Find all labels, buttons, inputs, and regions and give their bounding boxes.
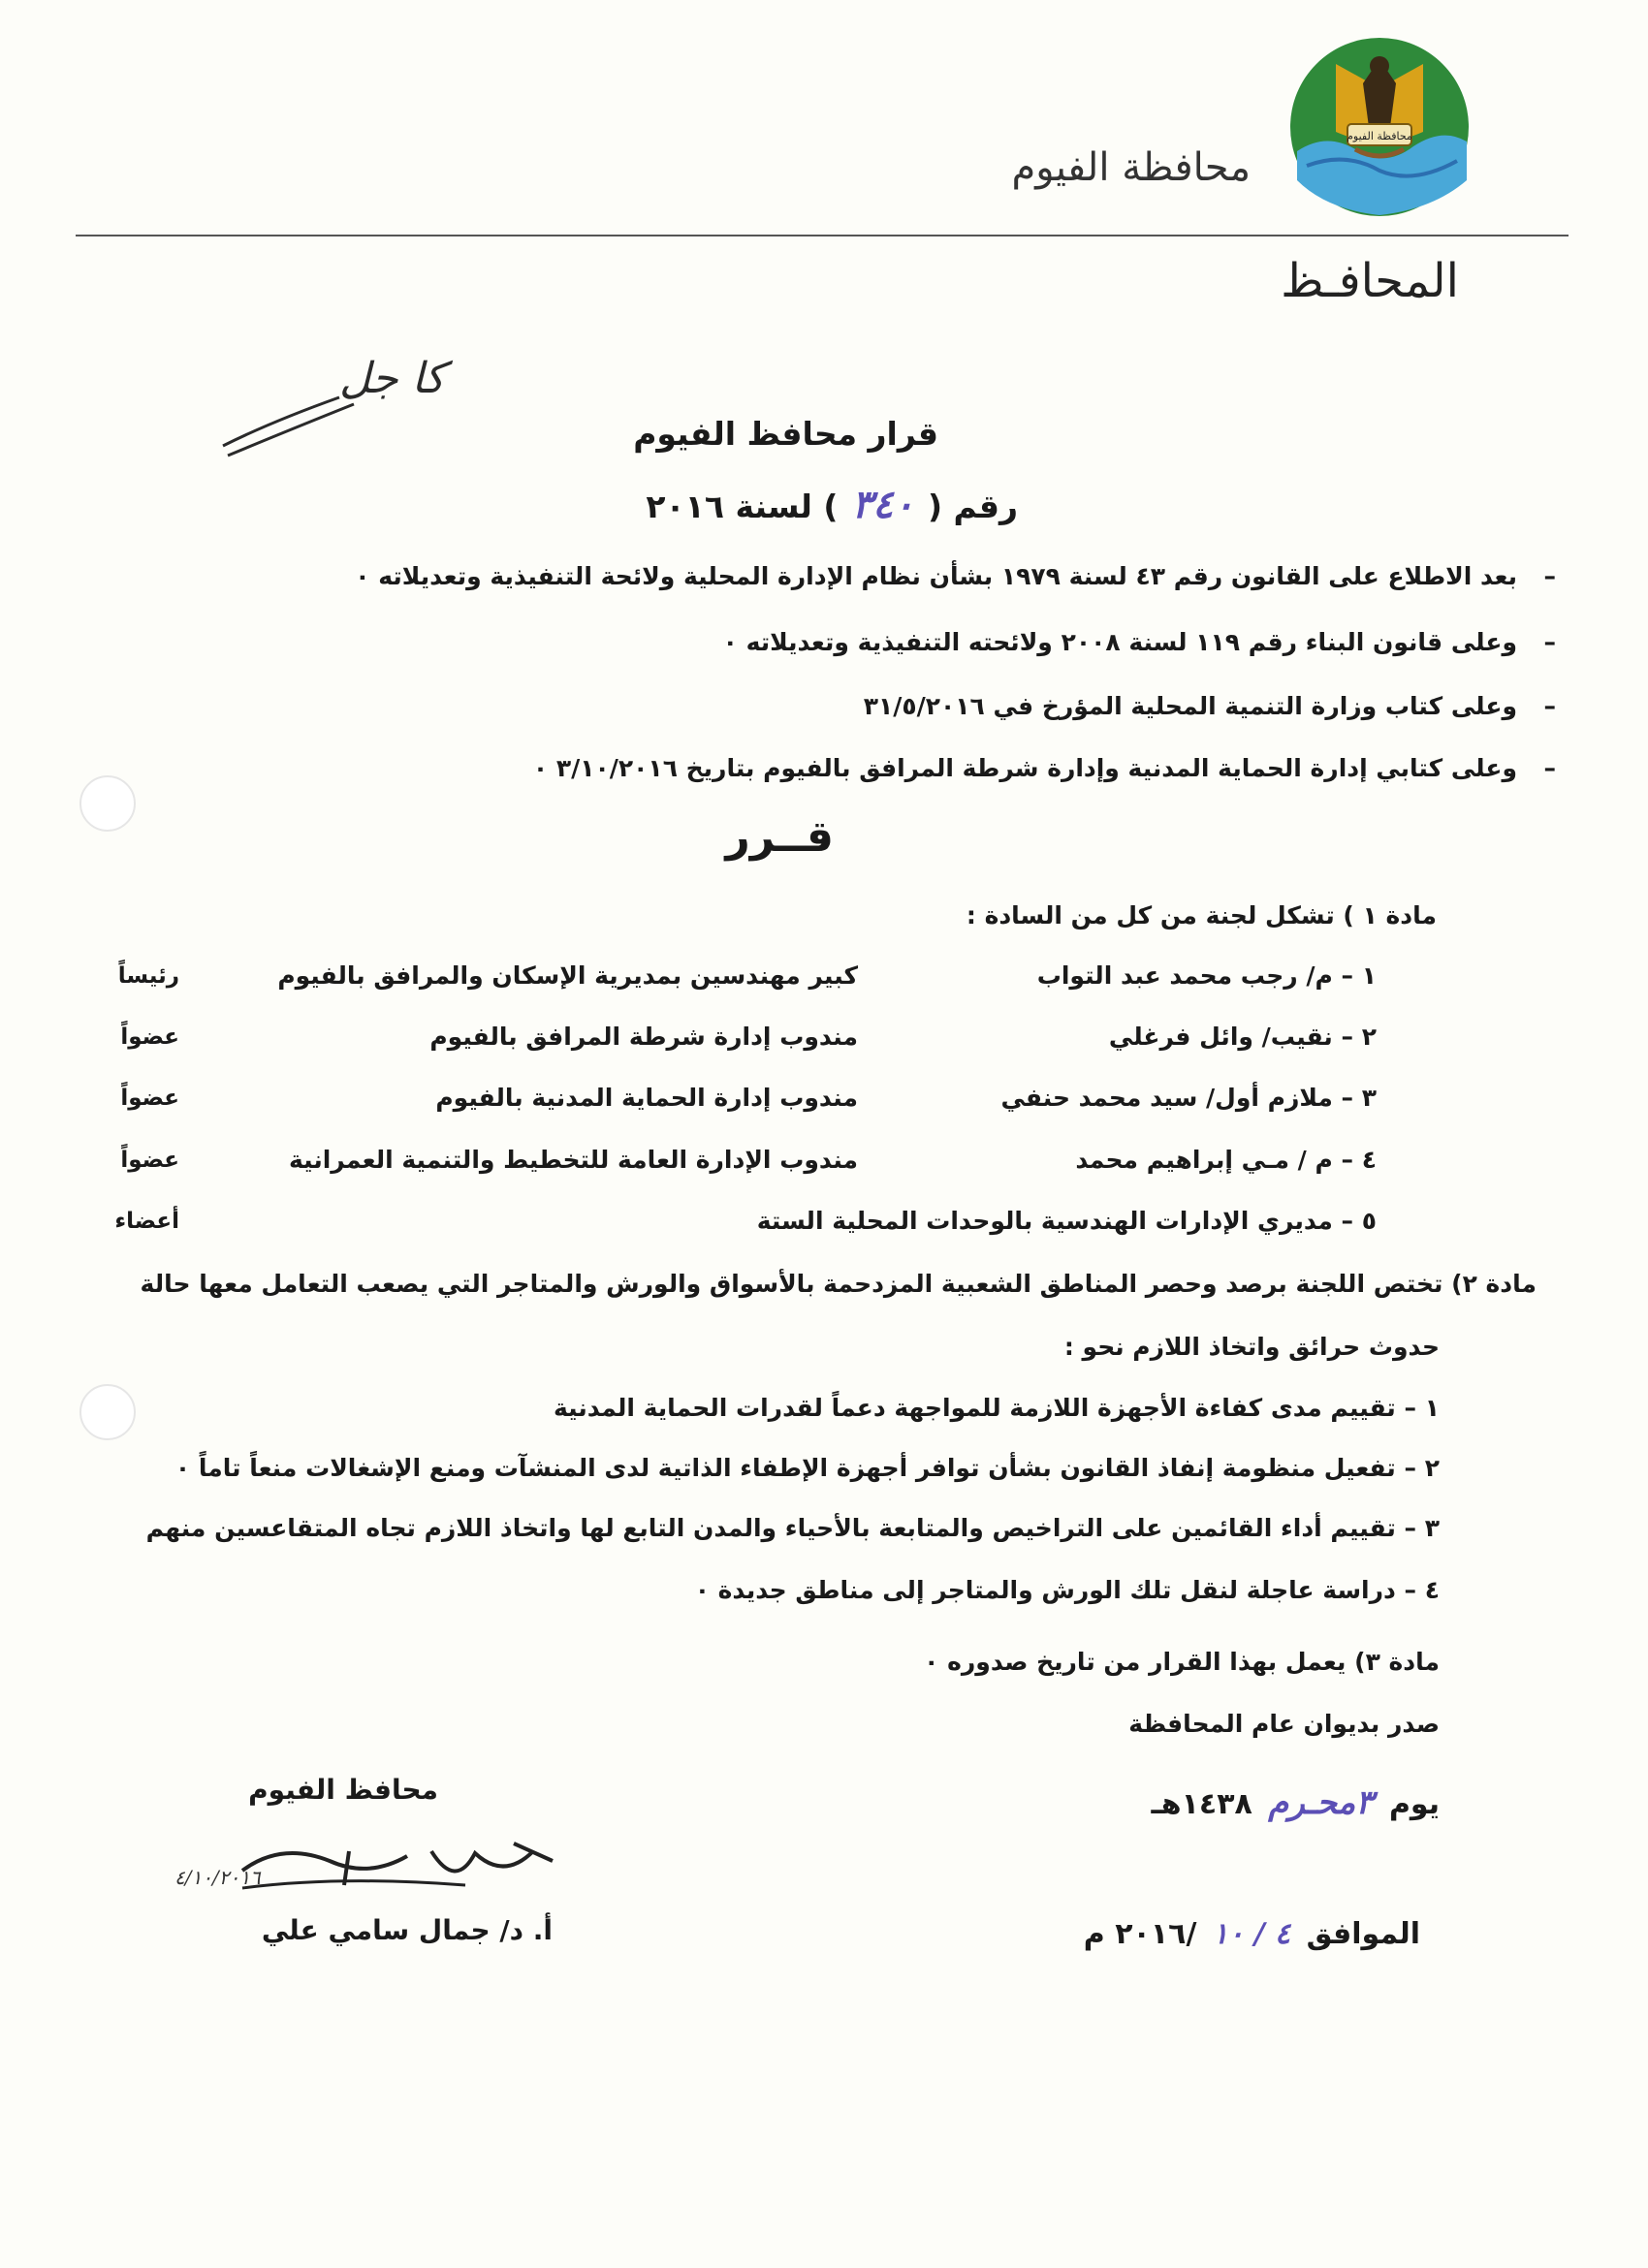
member-name: ٥ – مديري الإدارات الهندسية بالوحدات المحلية الستة — [756, 1207, 1377, 1235]
member-position: مندوب إدارة شرطة المرافق بالفيوم — [429, 1023, 858, 1051]
member-role: عضواً — [120, 1024, 179, 1050]
member-name: ١ – م/ رجب محمد عبد التواب — [1036, 961, 1377, 990]
article3: مادة ٣) يعمل بهذا القرار من تاريخ صدوره ٠ — [924, 1648, 1440, 1676]
gregorian-year: /٢٠١٦ م — [1083, 1917, 1197, 1951]
gregorian-day-month-handwritten: ٤ / ١٠ — [1212, 1917, 1291, 1951]
logo-text: محافظة الفيوم — [1347, 130, 1412, 142]
signatory-title: محافظ الفيوم — [248, 1774, 438, 1806]
article1-heading: مادة ١ ) تشكل لجنة من كل من السادة : — [966, 901, 1437, 929]
decision-number-handwritten: ٣٤٠ — [851, 482, 914, 527]
member-name: ٢ – نقيب/ وائل فرغلي — [1108, 1023, 1377, 1051]
member-role: عضواً — [120, 1148, 179, 1173]
member-position: مندوب إدارة الحماية المدنية بالفيوم — [435, 1084, 858, 1112]
member-role: أعضاء — [114, 1209, 179, 1234]
preamble-item: –وعلى كتابي إدارة الحماية المدنية وإدارة شرطة المرافق بالفيوم بتاريخ ٣/١٠/٢٠١٦ ٠ — [532, 754, 1556, 782]
preamble-item: –بعد الاطلاع على القانون رقم ٤٣ لسنة ١٩٧٩ بشأن نظام الإدارة المحلية ولائحة التنفيذية وتعديلاته ٠ — [355, 562, 1556, 590]
hijri-year: ١٤٣٨هـ — [1151, 1787, 1252, 1821]
hijri-day-month-handwritten: ٣محـرم — [1268, 1783, 1374, 1822]
decided-heading: قــرر — [725, 812, 834, 862]
punch-hole — [79, 775, 136, 832]
handwritten-note-text: كا جل — [339, 354, 445, 403]
article2-item: ٣ – تقييم أداء القائمين على التراخيص والمتابعة بالأحياء والمدن التابع لها واتخاذ اللازم تجاه المتقاعسين منهم — [145, 1514, 1440, 1542]
office-title: المحافـظ — [1281, 254, 1459, 308]
signature-date-handwritten: ٤/١٠/٢٠١٦ — [174, 1866, 261, 1889]
member-name: ٣ – ملازم أول/ سيد محمد حنفي — [1000, 1084, 1377, 1112]
number-suffix: ) لسنة ٢٠١٦ — [646, 488, 839, 525]
member-position: مندوب الإدارة العامة للتخطيط والتنمية العمرانية — [288, 1146, 858, 1174]
member-position: كبير مهندسين بمديرية الإسكان والمرافق بالفيوم — [277, 961, 858, 990]
article2-item: ٤ – دراسة عاجلة لنقل تلك الورش والمتاجر إلى مناطق جديدة ٠ — [694, 1576, 1440, 1604]
article2-item: ١ – تقييم مدى كفاءة الأجهزة اللازمة للمواجهة دعماً لقدرات الحماية المدنية — [554, 1394, 1440, 1422]
punch-hole — [79, 1384, 136, 1440]
header-divider — [76, 235, 1569, 236]
hijri-date — [1152, 1783, 1440, 1822]
number-prefix: رقم ( — [927, 488, 1018, 525]
issued-at: صدر بديوان عام المحافظة — [1128, 1710, 1440, 1738]
preamble-item: –وعلى قانون البناء رقم ١١٩ لسنة ٢٠٠٨ ولائحته التنفيذية وتعديلاته ٠ — [722, 628, 1556, 656]
day-label: يوم — [1388, 1787, 1440, 1821]
decision-title: قرار محافظ الفيوم — [633, 415, 938, 453]
signatory-name: أ. د/ جمال سامي علي — [261, 1914, 553, 1946]
governorate-logo — [1287, 35, 1472, 219]
handwritten-note-mark — [194, 344, 445, 470]
article2-line2: حدوث حرائق واتخاذ اللازم نحو : — [1063, 1333, 1440, 1361]
gregorian-label: الموافق — [1306, 1917, 1420, 1951]
handwritten-signature — [223, 1832, 572, 1909]
member-role: عضواً — [120, 1086, 179, 1111]
governorate-name: محافظة الفيوم — [1011, 145, 1251, 190]
decision-number-line — [646, 482, 1018, 527]
preamble-item: –وعلى كتاب وزارة التنمية المحلية المؤرخ في ٣١/٥/٢٠١٦ — [863, 692, 1556, 720]
gregorian-date — [1084, 1917, 1420, 1951]
member-role: رئيساً — [117, 963, 179, 989]
article2-line1: مادة ٢) تختص اللجنة برصد وحصر المناطق الشعبية المزدحمة بالأسواق والورش والمتاجر التي يصعب التعامل معها حالة — [140, 1270, 1537, 1298]
member-name: ٤ – م / مـي إبراهيم محمد — [1075, 1146, 1377, 1174]
article2-item: ٢ – تفعيل منظومة إنفاذ القانون بشأن توافر أجهزة الإطفاء الذاتية لدى المنشآت ومنع الإشغالات منعاً تاماً ٠ — [174, 1454, 1440, 1482]
